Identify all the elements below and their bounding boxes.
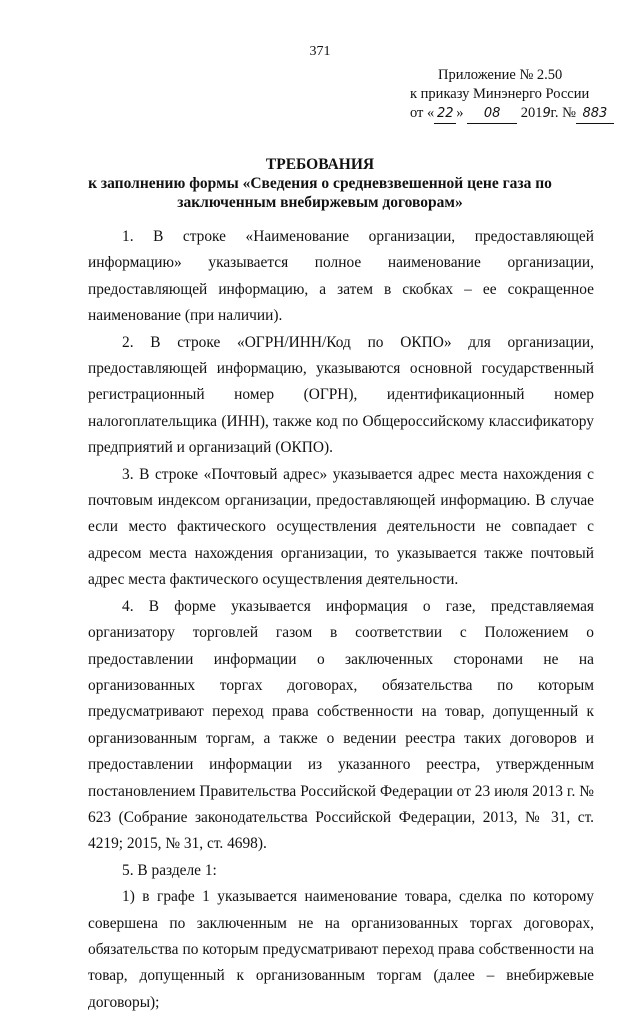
handwritten-day: 22 xyxy=(434,104,456,124)
title-subtitle-line2: заключенным внебиржевым договорам» xyxy=(177,194,463,211)
paragraph-3: 3. В строке «Почтовый адрес» указывается адрес места нахождения с почтовым индексом организации, предоставляющей информацию. В случае если место фактического осуществления деятельности не совпадает с адресом места нахождения организации, то указывается также почтовый адрес места фактического осуществления деятельности. xyxy=(88,465,594,589)
document-title xyxy=(0,155,640,212)
paragraph-5: 5. В разделе 1: xyxy=(122,861,217,879)
title-heading: ТРЕБОВАНИЯ xyxy=(265,156,375,173)
paragraph-1: 1. В строке «Наименование организации, предоставляющей информацию» указывается полное наименование организации, предоставляющей информацию, а затем в скобках – ее сокращенное наименование (при наличии). xyxy=(88,228,594,325)
title-subtitle-line1: к заполнению формы «Сведения о средневзвешенной цене газа по xyxy=(88,175,552,192)
appendix-order-ref: к приказу Минэнерго России xyxy=(410,86,590,102)
day-suffix: » xyxy=(456,105,464,121)
paragraph-2: 2. В строке «ОГРН/ИНН/Код по ОКПО» для организации, предоставляющей информацию, указываются основной государственный регистрационный номер (ОГРН), идентификационный номер налогоплательщика (ИНН), также код по Общероссийскому классификатору предприятий и организаций (ОКПО). xyxy=(88,333,594,457)
appendix-date-line xyxy=(410,104,610,124)
handwritten-month: 08 xyxy=(467,104,517,124)
document-body xyxy=(88,224,594,1016)
year-prefix: 201 xyxy=(520,105,543,121)
handwritten-year-digit: 9 xyxy=(542,106,551,121)
appendix-title: Приложение № 2.50 xyxy=(438,67,563,83)
appendix-block xyxy=(410,66,610,124)
paragraph-4: 4. В форме указывается информация о газе, представляемая организатору торговлей газом в соответствии с Положением о предоставлении информации о заключенных сторонами не на организованных торгах договорах, обязательства по которым предусматривают переход права собственности на товар, допущенный к организованным торгам, а также о ведении реестра таких договоров и предоставлении информации из указанного реестра, утвержденным постановлением Правительства Российской Федерации от 23 июля 2013 г. № 623 (Собрание законодательства Российской Федерации, 2013, № 31, ст. 4219; 2015, № 31, ст. 4698). xyxy=(88,597,594,853)
year-suffix: г. № xyxy=(550,105,576,121)
paragraph-5-1: 1) в графе 1 указывается наименование товара, сделка по которому совершена по заключенным не на организованных торгах договорах, обязательства по которым предусматривают переход права собственности на товар, допущенный к организованным торгам (далее – внебиржевые договоры); xyxy=(88,888,594,1011)
date-prefix: от « xyxy=(410,105,435,121)
page-number: 371 xyxy=(309,44,331,59)
handwritten-order-number: 883 xyxy=(576,104,614,124)
